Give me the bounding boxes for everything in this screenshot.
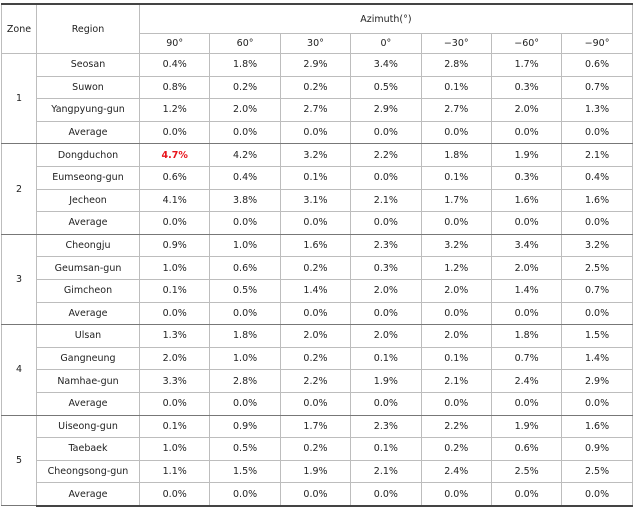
value-cell: 3.3% <box>140 370 210 393</box>
value-cell: 2.9% <box>562 370 632 393</box>
region-cell: Gimcheon <box>37 279 140 302</box>
value-cell: 1.6% <box>280 234 350 257</box>
value-cell: 1.6% <box>562 189 632 212</box>
value-cell: 0.0% <box>280 212 350 235</box>
value-cell: 1.8% <box>421 144 491 167</box>
value-cell: 3.2% <box>421 234 491 257</box>
value-cell: 0.6% <box>210 257 280 280</box>
value-cell: 4.1% <box>140 189 210 212</box>
value-cell: 2.7% <box>280 99 350 122</box>
zone-cell: 4 <box>2 325 37 415</box>
value-cell: 0.0% <box>140 121 210 144</box>
value-cell: 0.0% <box>351 121 421 144</box>
value-cell: 0.0% <box>140 392 210 415</box>
value-cell: 2.4% <box>491 370 561 393</box>
value-cell: 2.0% <box>421 279 491 302</box>
value-cell: 3.8% <box>210 189 280 212</box>
value-cell: 1.7% <box>491 54 561 77</box>
table-row <box>2 460 633 483</box>
angle-header: −90° <box>562 34 632 54</box>
value-cell: 2.3% <box>351 234 421 257</box>
value-cell: 2.9% <box>351 99 421 122</box>
value-cell: 1.6% <box>562 415 632 438</box>
value-cell: 1.4% <box>562 347 632 370</box>
value-cell: 2.0% <box>421 325 491 348</box>
value-cell: 1.4% <box>491 279 561 302</box>
value-cell: 0.8% <box>140 76 210 99</box>
value-cell: 0.4% <box>140 54 210 77</box>
value-cell: 1.0% <box>210 347 280 370</box>
value-cell: 2.7% <box>421 99 491 122</box>
region-cell: Cheongju <box>37 234 140 257</box>
table-row <box>2 99 633 122</box>
table-row <box>2 76 633 99</box>
value-cell: 2.5% <box>491 460 561 483</box>
value-cell: 0.0% <box>351 302 421 325</box>
value-cell: 0.0% <box>562 212 632 235</box>
value-cell: 0.0% <box>421 392 491 415</box>
region-cell: Cheongsong-gun <box>37 460 140 483</box>
angle-header: 0° <box>351 34 421 54</box>
angle-header: −30° <box>421 34 491 54</box>
region-cell: Gangneung <box>37 347 140 370</box>
value-cell: 0.0% <box>280 302 350 325</box>
region-cell: Jecheon <box>37 189 140 212</box>
value-cell: 0.0% <box>210 121 280 144</box>
value-cell: 2.2% <box>280 370 350 393</box>
region-cell: Seosan <box>37 54 140 77</box>
value-cell: 1.9% <box>491 144 561 167</box>
table-row <box>2 302 633 325</box>
value-cell: 0.9% <box>140 234 210 257</box>
value-cell: 0.5% <box>210 438 280 461</box>
value-cell: 0.0% <box>562 302 632 325</box>
value-cell: 0.2% <box>421 438 491 461</box>
region-cell: Average <box>37 302 140 325</box>
value-cell: 0.0% <box>421 302 491 325</box>
value-cell: 0.0% <box>210 302 280 325</box>
value-cell: 3.2% <box>562 234 632 257</box>
value-cell: 0.5% <box>351 76 421 99</box>
value-cell: 0.1% <box>140 279 210 302</box>
value-cell: 2.0% <box>140 347 210 370</box>
value-cell: 1.6% <box>491 189 561 212</box>
table-row <box>2 234 633 257</box>
value-cell: 2.5% <box>562 257 632 280</box>
region-cell: Average <box>37 392 140 415</box>
table-row <box>2 166 633 189</box>
region-cell: Geumsan-gun <box>37 257 140 280</box>
table-row <box>2 279 633 302</box>
value-cell: 0.0% <box>351 392 421 415</box>
value-cell: 0.9% <box>562 438 632 461</box>
value-cell: 2.0% <box>351 279 421 302</box>
table-body <box>2 54 633 506</box>
value-cell: 1.5% <box>562 325 632 348</box>
value-cell: 0.2% <box>280 76 350 99</box>
value-cell: 1.9% <box>351 370 421 393</box>
value-cell: 0.1% <box>421 347 491 370</box>
value-cell: 0.6% <box>562 54 632 77</box>
region-cell: Average <box>37 212 140 235</box>
value-cell: 0.4% <box>562 166 632 189</box>
value-cell: 0.7% <box>491 347 561 370</box>
value-cell: 0.9% <box>210 415 280 438</box>
value-cell: 0.7% <box>562 76 632 99</box>
zone-cell: 2 <box>2 144 37 234</box>
table-row <box>2 121 633 144</box>
value-cell: 0.6% <box>491 438 561 461</box>
value-cell: 0.0% <box>280 392 350 415</box>
value-cell: 0.0% <box>351 483 421 506</box>
value-cell: 0.3% <box>491 76 561 99</box>
value-cell: 3.4% <box>351 54 421 77</box>
value-cell: 2.1% <box>421 370 491 393</box>
value-cell: 1.9% <box>280 460 350 483</box>
value-cell: 2.8% <box>421 54 491 77</box>
value-cell: 0.7% <box>562 279 632 302</box>
value-cell: 0.0% <box>210 392 280 415</box>
value-cell: 1.8% <box>491 325 561 348</box>
value-cell: 0.2% <box>280 438 350 461</box>
value-cell: 0.0% <box>421 121 491 144</box>
value-cell: 0.0% <box>351 212 421 235</box>
value-cell: 0.0% <box>491 212 561 235</box>
table-row <box>2 144 633 167</box>
value-cell: 4.2% <box>210 144 280 167</box>
value-cell: 1.8% <box>210 325 280 348</box>
region-cell: Namhae-gun <box>37 370 140 393</box>
value-cell: 2.4% <box>421 460 491 483</box>
value-cell: 2.9% <box>280 54 350 77</box>
value-cell: 1.3% <box>562 99 632 122</box>
value-cell: 0.0% <box>562 483 632 506</box>
value-cell: 0.6% <box>140 166 210 189</box>
value-cell: 0.0% <box>140 483 210 506</box>
angle-header: 60° <box>210 34 280 54</box>
value-cell: 0.0% <box>140 212 210 235</box>
value-cell: 0.0% <box>562 121 632 144</box>
value-cell: 2.2% <box>421 415 491 438</box>
value-cell: 3.1% <box>280 189 350 212</box>
value-cell: 0.0% <box>280 483 350 506</box>
value-cell: 1.1% <box>140 460 210 483</box>
region-cell: Yangpyung-gun <box>37 99 140 122</box>
table-row <box>2 370 633 393</box>
value-cell: 0.3% <box>491 166 561 189</box>
value-cell: 1.0% <box>210 234 280 257</box>
value-cell: 0.1% <box>421 166 491 189</box>
value-cell: 0.0% <box>351 166 421 189</box>
value-cell: 0.0% <box>210 212 280 235</box>
region-cell: Average <box>37 121 140 144</box>
value-cell: 2.0% <box>210 99 280 122</box>
region-header: Region <box>37 4 140 54</box>
table-row <box>2 347 633 370</box>
angle-header: −60° <box>491 34 561 54</box>
value-cell: 2.5% <box>562 460 632 483</box>
table-row <box>2 438 633 461</box>
value-cell: 2.0% <box>491 99 561 122</box>
value-cell: 2.0% <box>491 257 561 280</box>
value-cell: 4.7% <box>140 144 210 167</box>
value-cell: 1.8% <box>210 54 280 77</box>
value-cell: 0.0% <box>491 302 561 325</box>
table-row <box>2 392 633 415</box>
table-row <box>2 54 633 77</box>
azimuth-table <box>1 3 633 507</box>
value-cell: 1.0% <box>140 438 210 461</box>
angle-header: 90° <box>140 34 210 54</box>
value-cell: 0.2% <box>280 257 350 280</box>
value-cell: 0.0% <box>491 121 561 144</box>
value-cell: 1.0% <box>140 257 210 280</box>
value-cell: 0.1% <box>351 438 421 461</box>
value-cell: 2.8% <box>210 370 280 393</box>
value-cell: 2.1% <box>351 189 421 212</box>
value-cell: 0.0% <box>491 483 561 506</box>
value-cell: 2.2% <box>351 144 421 167</box>
value-cell: 1.9% <box>491 415 561 438</box>
zone-header: Zone <box>2 4 37 54</box>
value-cell: 0.2% <box>210 76 280 99</box>
value-cell: 0.5% <box>210 279 280 302</box>
value-cell: 1.2% <box>140 99 210 122</box>
region-cell: Uiseong-gun <box>37 415 140 438</box>
table-row <box>2 257 633 280</box>
zone-cell: 3 <box>2 234 37 324</box>
value-cell: 0.0% <box>421 212 491 235</box>
zone-cell: 1 <box>2 54 37 144</box>
value-cell: 1.7% <box>421 189 491 212</box>
value-cell: 2.1% <box>562 144 632 167</box>
value-cell: 0.1% <box>351 347 421 370</box>
value-cell: 2.1% <box>351 460 421 483</box>
value-cell: 0.1% <box>421 76 491 99</box>
region-cell: Ulsan <box>37 325 140 348</box>
table-row <box>2 189 633 212</box>
region-cell: Suwon <box>37 76 140 99</box>
zone-cell: 5 <box>2 415 37 506</box>
value-cell: 2.3% <box>351 415 421 438</box>
value-cell: 0.0% <box>280 121 350 144</box>
value-cell: 1.4% <box>280 279 350 302</box>
value-cell: 1.5% <box>210 460 280 483</box>
value-cell: 0.3% <box>351 257 421 280</box>
value-cell: 2.0% <box>351 325 421 348</box>
value-cell: 0.0% <box>210 483 280 506</box>
value-cell: 0.4% <box>210 166 280 189</box>
table-row <box>2 483 633 506</box>
value-cell: 3.2% <box>280 144 350 167</box>
value-cell: 2.0% <box>280 325 350 348</box>
value-cell: 0.0% <box>562 392 632 415</box>
value-cell: 1.7% <box>280 415 350 438</box>
azimuth-header: Azimuth(°) <box>140 4 633 34</box>
region-cell: Dongduchon <box>37 144 140 167</box>
region-cell: Taebaek <box>37 438 140 461</box>
angle-header: 30° <box>280 34 350 54</box>
table-row <box>2 325 633 348</box>
region-cell: Eumseong-gun <box>37 166 140 189</box>
value-cell: 1.2% <box>421 257 491 280</box>
table-row <box>2 212 633 235</box>
value-cell: 0.0% <box>140 302 210 325</box>
value-cell: 1.3% <box>140 325 210 348</box>
value-cell: 0.0% <box>421 483 491 506</box>
value-cell: 0.1% <box>140 415 210 438</box>
value-cell: 0.1% <box>280 166 350 189</box>
value-cell: 0.2% <box>280 347 350 370</box>
table-row <box>2 415 633 438</box>
value-cell: 0.0% <box>491 392 561 415</box>
value-cell: 3.4% <box>491 234 561 257</box>
region-cell: Average <box>37 483 140 506</box>
